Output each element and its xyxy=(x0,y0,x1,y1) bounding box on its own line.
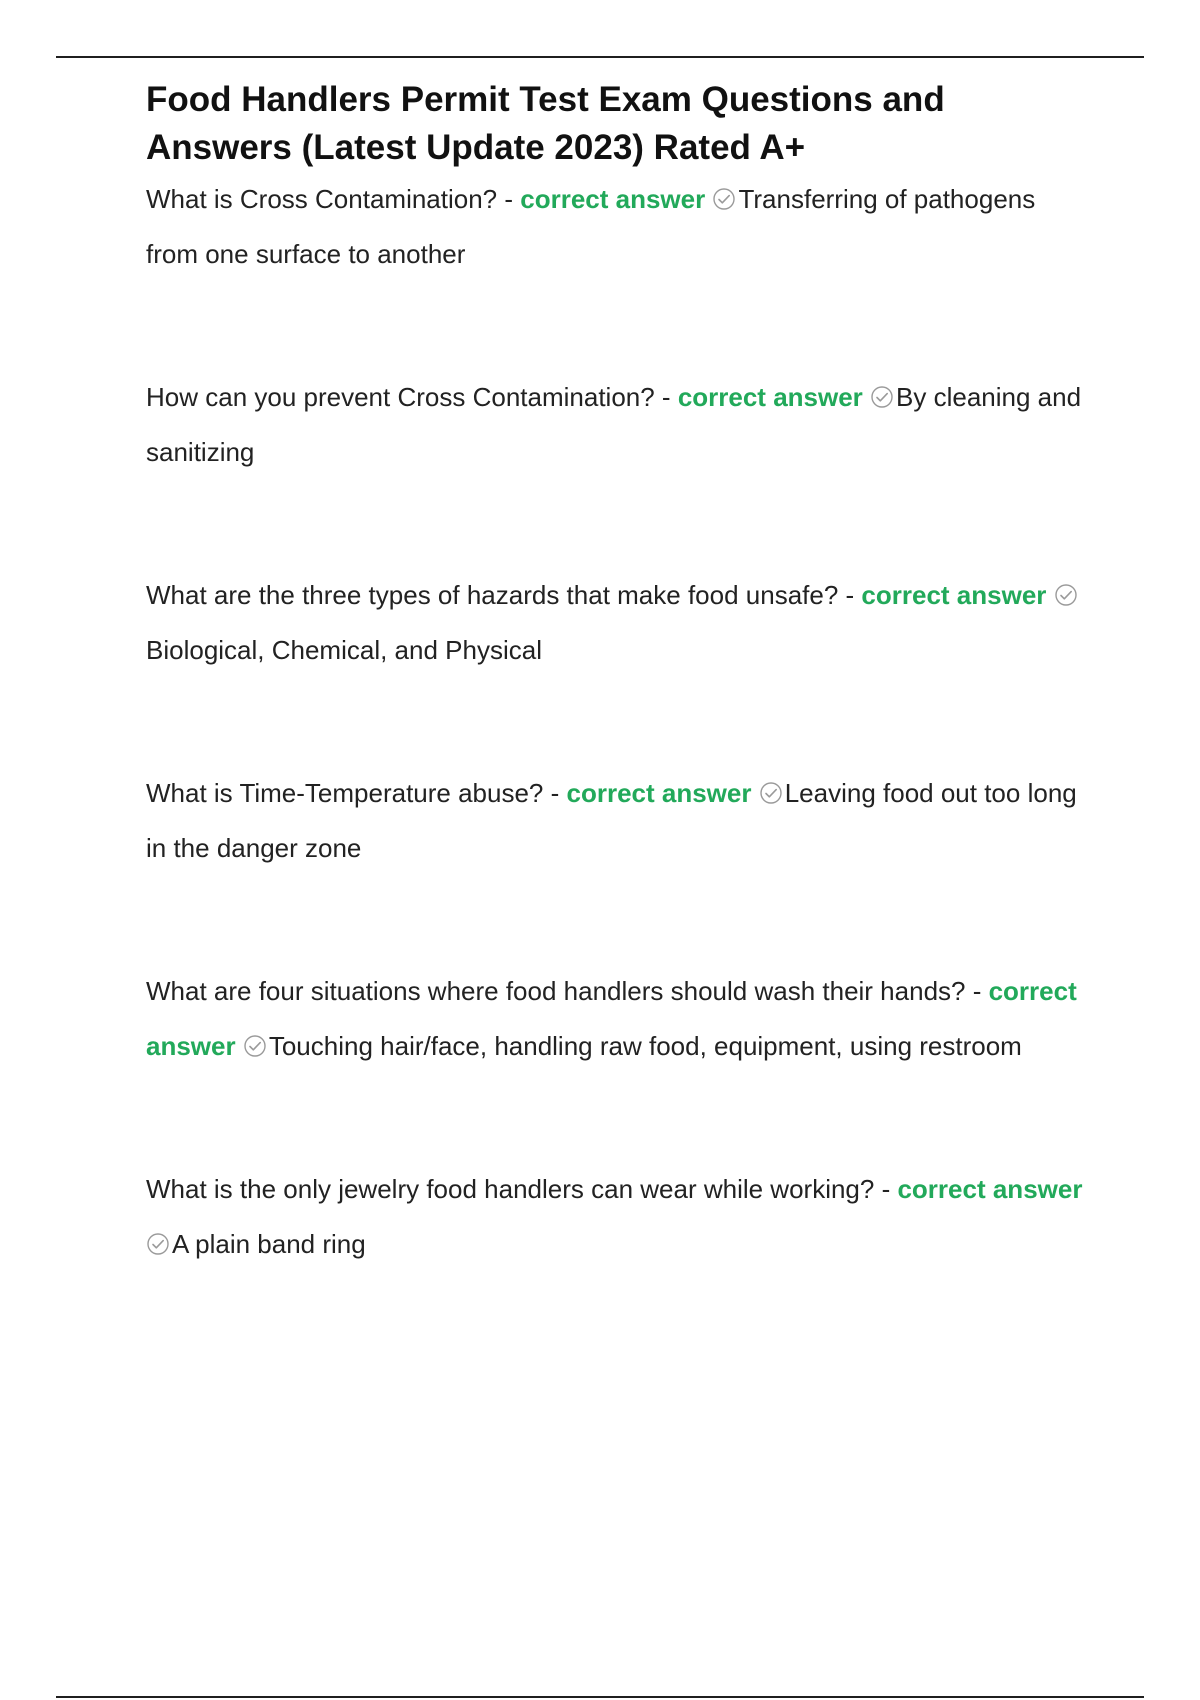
answer-text: Touching hair/face, handling raw food, equipment, using restroom xyxy=(268,1031,1022,1061)
separator: - xyxy=(874,1174,898,1204)
qa-item xyxy=(146,766,1092,876)
answer-text: By cleaning and sanitizing xyxy=(146,382,1082,467)
answer-label: correct answer xyxy=(146,976,1077,1061)
answer-label: correct answer xyxy=(677,382,863,412)
question-text: What is the only jewelry food handlers can wear while working? xyxy=(146,1174,875,1204)
answer-text: Biological, Chemical, and Physical xyxy=(146,635,542,665)
separator: - xyxy=(654,382,678,412)
separator: - xyxy=(497,184,521,214)
question-text: What is Cross Contamination? xyxy=(146,184,498,214)
qa-item xyxy=(146,568,1092,678)
top-rule xyxy=(56,56,1144,58)
separator: - xyxy=(543,778,567,808)
document-body xyxy=(146,76,1092,1272)
qa-item xyxy=(146,172,1092,282)
answer-label: correct answer xyxy=(520,184,706,214)
qa-item xyxy=(146,964,1092,1074)
answer-text: Transferring of pathogens from one surface to another xyxy=(146,184,1036,269)
check-circle-icon xyxy=(146,1232,170,1256)
separator: - xyxy=(838,580,862,610)
check-circle-icon xyxy=(759,781,783,805)
answer-label: correct answer xyxy=(861,580,1047,610)
answer-label: correct answer xyxy=(897,1174,1083,1204)
answer-text: A plain band ring xyxy=(172,1229,366,1259)
qa-item xyxy=(146,370,1092,480)
check-circle-icon xyxy=(712,187,736,211)
document-title: Food Handlers Permit Test Exam Questions and Answers (Latest Update 2023) Rated A+ xyxy=(146,80,945,167)
check-circle-icon xyxy=(870,385,894,409)
separator: - xyxy=(965,976,989,1006)
question-text: What are four situations where food handlers should wash their hands? xyxy=(146,976,966,1006)
check-circle-icon xyxy=(243,1034,267,1058)
question-text: What is Time-Temperature abuse? xyxy=(146,778,544,808)
check-circle-icon xyxy=(1054,583,1078,607)
bottom-rule xyxy=(56,1696,1144,1698)
answer-label: correct answer xyxy=(566,778,752,808)
question-text: What are the three types of hazards that make food unsafe? xyxy=(146,580,839,610)
answer-text: Leaving food out too long in the danger zone xyxy=(146,778,1077,863)
question-text: How can you prevent Cross Contamination? xyxy=(146,382,655,412)
qa-item xyxy=(146,1162,1092,1272)
